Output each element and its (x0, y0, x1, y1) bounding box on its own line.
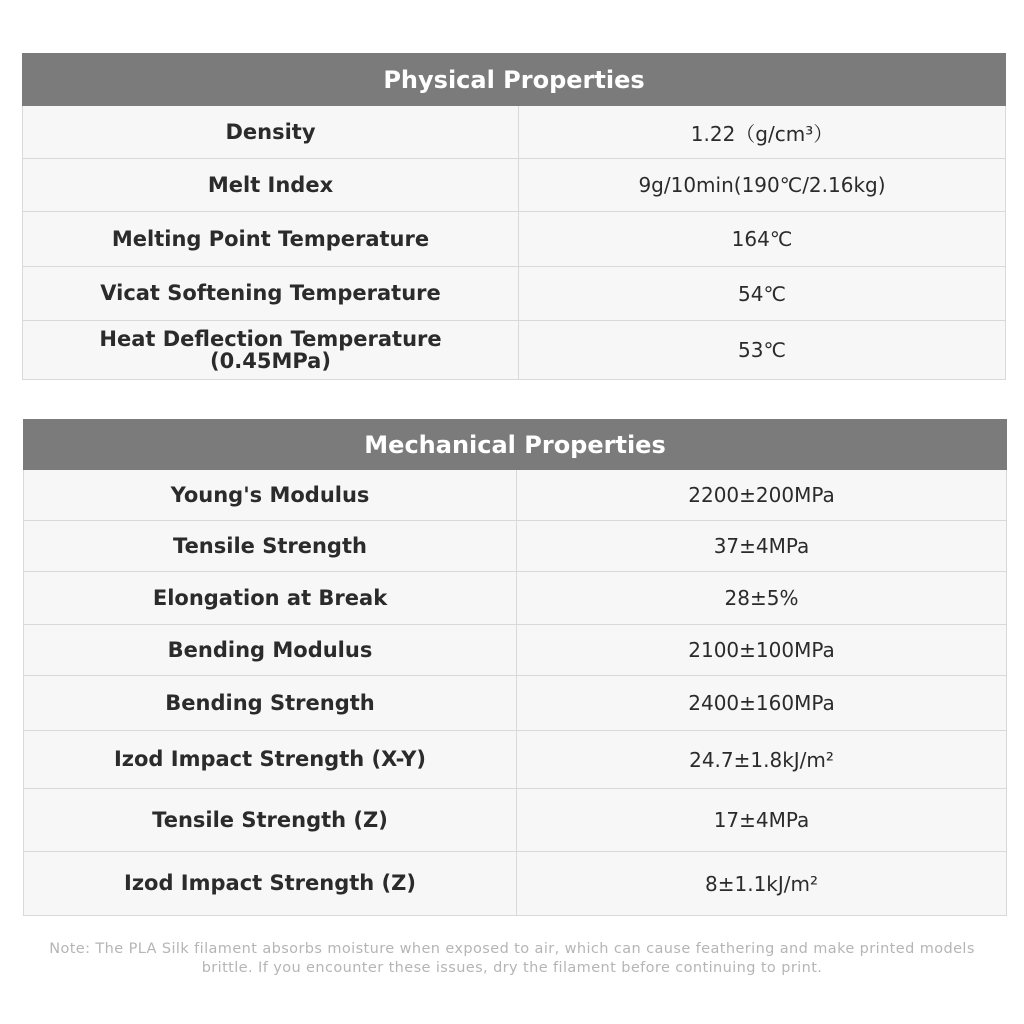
property-label: Young's Modulus (24, 470, 517, 521)
property-value: 1.22（g/cm³） (519, 106, 1006, 159)
physical-properties-title: Physical Properties (23, 54, 1006, 106)
property-label: Elongation at Break (24, 572, 517, 625)
property-label: Melt Index (23, 159, 519, 212)
property-value: 9g/10min(190℃/2.16kg) (519, 159, 1006, 212)
property-label: Izod Impact Strength (Z) (24, 852, 517, 916)
property-label: Tensile Strength (Z) (24, 789, 517, 852)
table-row (24, 731, 1007, 789)
property-value: 2100±100MPa (517, 625, 1007, 676)
table-row (24, 572, 1007, 625)
property-value: 2400±160MPa (517, 676, 1007, 731)
property-value: 164℃ (519, 212, 1006, 267)
physical-properties-table (22, 53, 1006, 380)
mechanical-properties-table (23, 419, 1007, 916)
table-row (24, 852, 1007, 916)
table-row (24, 789, 1007, 852)
table-row (23, 321, 1006, 380)
property-value: 17±4MPa (517, 789, 1007, 852)
property-value: 54℃ (519, 267, 1006, 321)
property-label: Bending Strength (24, 676, 517, 731)
mechanical-properties-title: Mechanical Properties (24, 420, 1007, 470)
property-label: Heat Deflection Temperature (0.45MPa) (23, 321, 519, 380)
property-value: 37±4MPa (517, 521, 1007, 572)
property-value: 8±1.1kJ/m² (517, 852, 1007, 916)
property-label: Vicat Softening Temperature (23, 267, 519, 321)
table-row (24, 625, 1007, 676)
property-value: 2200±200MPa (517, 470, 1007, 521)
property-value: 28±5% (517, 572, 1007, 625)
property-label: Melting Point Temperature (23, 212, 519, 267)
property-value: 53℃ (519, 321, 1006, 380)
property-value: 24.7±1.8kJ/m² (517, 731, 1007, 789)
table-row (23, 267, 1006, 321)
property-label: Density (23, 106, 519, 159)
table-row (24, 470, 1007, 521)
table-row (23, 212, 1006, 267)
table-row (24, 521, 1007, 572)
property-label: Tensile Strength (24, 521, 517, 572)
moisture-note: Note: The PLA Silk filament absorbs moisture when exposed to air, which can cause feathering and make printed models brittle. If you encounter these issues, dry the filament before continuing to print. (49, 941, 975, 976)
table-row (23, 106, 1006, 159)
table-row (24, 676, 1007, 731)
table-row (23, 159, 1006, 212)
property-label: Bending Modulus (24, 625, 517, 676)
property-label: Izod Impact Strength (X-Y) (24, 731, 517, 789)
